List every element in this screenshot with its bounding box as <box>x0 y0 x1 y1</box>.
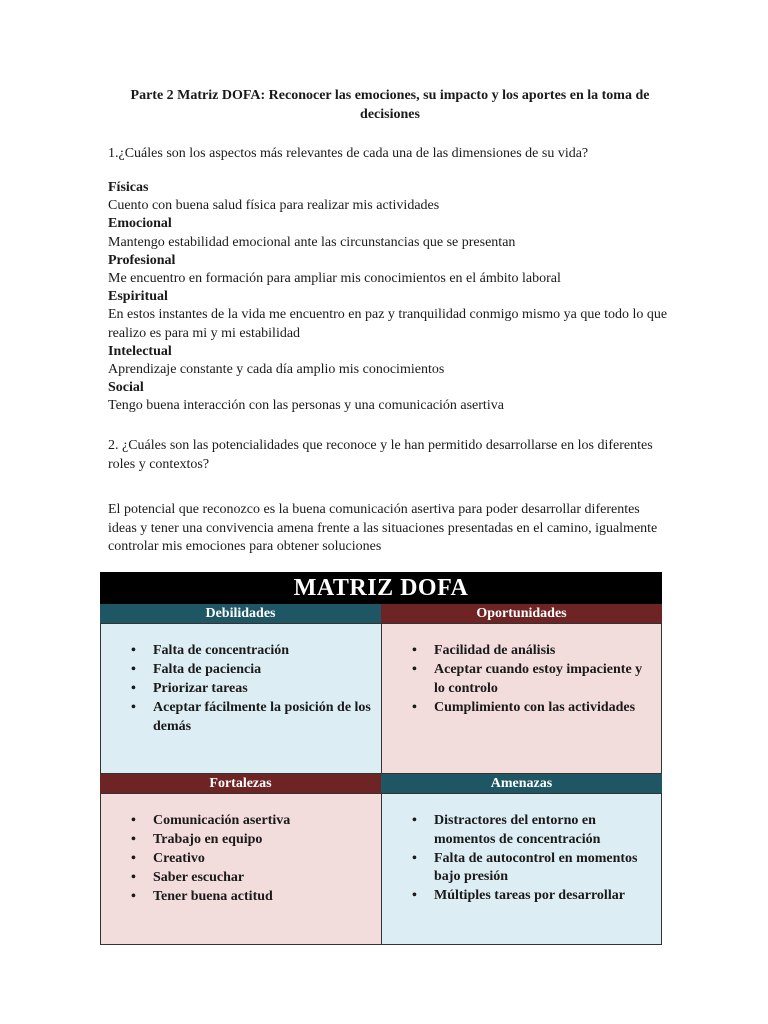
list-item: • Aceptar fácilmente la posición de los demás <box>153 699 373 736</box>
fortalezas-cell <box>100 793 382 945</box>
debilidades-list <box>101 642 381 736</box>
dimensions-list <box>108 179 668 416</box>
dimension-desc: En estos instantes de la vida me encuentro en paz y tranquilidad conmigo mismo ya que todo lo que realizo es para mi y mi estabilidad <box>108 307 668 341</box>
list-item: • Creativo <box>153 850 373 869</box>
dimension-desc: Cuento con buena salud física para realizar mis actividades <box>108 198 440 214</box>
dimension-desc: Tengo buena interacción con las personas y una comunicación asertiva <box>108 398 504 414</box>
dimension-desc: Aprendizaje constante y cada día amplio mis conocimientos <box>108 362 445 378</box>
oportunidades-list <box>382 642 661 717</box>
fortalezas-list <box>101 812 381 907</box>
dimension-desc: Me encuentro en formación para ampliar mis conocimientos en el ámbito laboral <box>108 271 561 287</box>
list-item: • Falta de autocontrol en momentos bajo presión <box>434 850 653 887</box>
dimension-name: Intelectual <box>108 343 172 359</box>
question-2: 2. ¿Cuáles son las potencialidades que reconoce y le han permitido desarrollarse en los diferentes roles y contextos? <box>108 438 653 472</box>
amenazas-list <box>382 812 661 906</box>
amenazas-cell <box>381 793 662 945</box>
question-1: 1.¿Cuáles son los aspectos más relevantes de cada una de las dimensiones de su vida? <box>108 146 589 161</box>
dimension-name: Emocional <box>108 216 172 232</box>
list-item: • Priorizar tareas <box>153 680 373 699</box>
dimension-name: Profesional <box>108 252 176 268</box>
dimension-desc: Mantengo estabilidad emocional ante las circunstancias que se presentan <box>108 234 516 250</box>
fortalezas-header: Fortalezas <box>100 774 381 793</box>
dimension-name: Espiritual <box>108 289 168 305</box>
debilidades-header: Debilidades <box>100 604 381 623</box>
list-item: • Tener buena actitud <box>153 888 373 907</box>
list-item: • Falta de paciencia <box>153 661 373 680</box>
dofa-matrix <box>100 572 662 945</box>
list-item: • Falta de concentración <box>153 642 373 661</box>
list-item: • Aceptar cuando estoy impaciente y lo controlo <box>434 661 653 698</box>
answer-2: El potencial que reconozco es la buena comunicación asertiva para poder desarrollar diferentes ideas y tener una convivencia amena frente a las situaciones presentadas en el camino, igualmente controlar mis emociones para obtener soluciones <box>108 502 658 554</box>
oportunidades-cell <box>381 623 662 774</box>
list-item: • Distractores del entorno en momentos de concentración <box>434 812 653 849</box>
debilidades-cell <box>100 623 382 774</box>
list-item: • Cumplimiento con las actividades <box>434 699 653 718</box>
amenazas-header: Amenazas <box>381 774 662 793</box>
dimension-name: Físicas <box>108 180 149 195</box>
list-item: • Múltiples tareas por desarrollar <box>434 887 653 906</box>
dimension-name: Social <box>108 380 144 396</box>
list-item: • Comunicación asertiva <box>153 812 373 831</box>
list-item: • Trabajo en equipo <box>153 831 373 850</box>
dofa-title: MATRIZ DOFA <box>100 572 662 604</box>
oportunidades-header: Oportunidades <box>381 604 662 623</box>
document-title: Parte 2 Matriz DOFA: Reconocer las emociones, su impacto y los aportes en la toma de decisiones <box>130 88 650 122</box>
list-item: • Facilidad de análisis <box>434 642 653 661</box>
list-item: • Saber escuchar <box>153 869 373 888</box>
